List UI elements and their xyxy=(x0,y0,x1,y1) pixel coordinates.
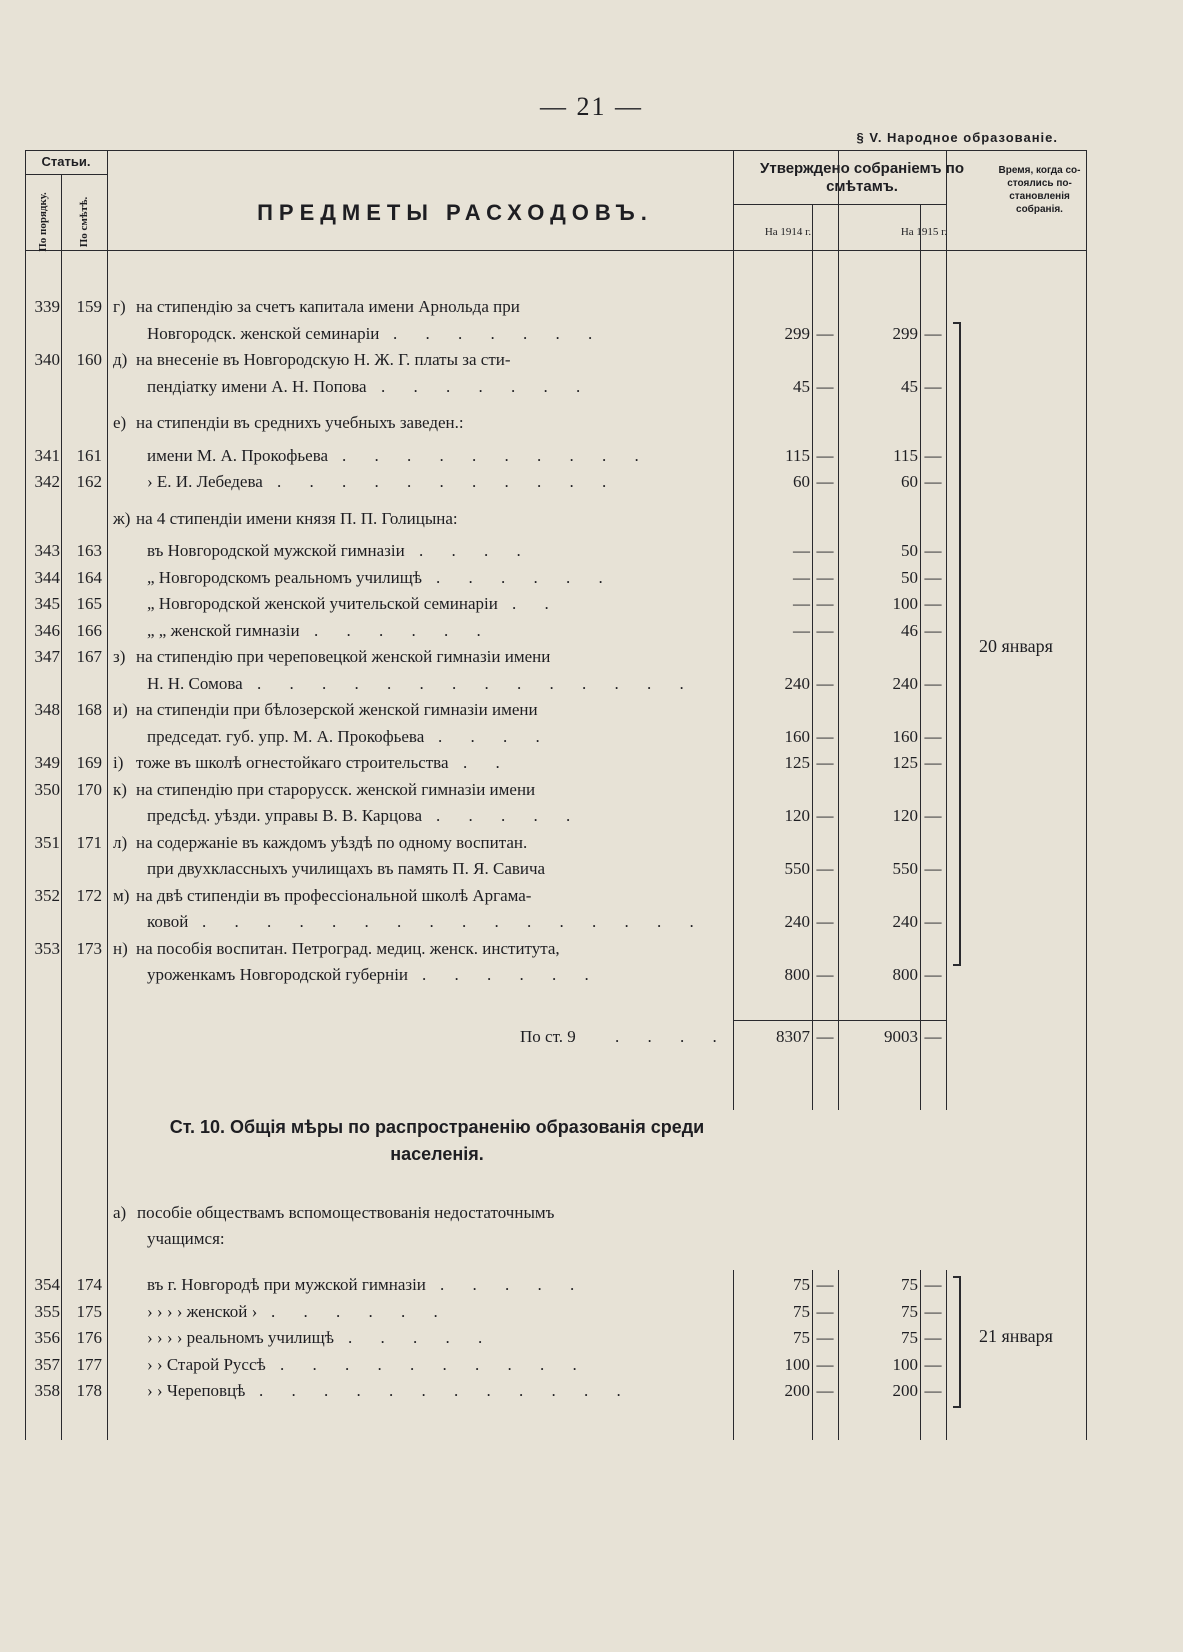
table-row xyxy=(25,565,1087,591)
row-dash-1915: — xyxy=(924,594,942,613)
brace-2 xyxy=(953,1276,961,1408)
row-number-estimate: 162 xyxy=(76,472,102,491)
row-value-1915: 50 xyxy=(901,567,918,587)
row-dash-1915: — xyxy=(924,673,942,693)
row-number-order: 344 xyxy=(34,567,60,587)
row-text: тоже въ школѣ огнестойкаго строительства xyxy=(136,753,449,772)
table-row xyxy=(25,962,1087,988)
row-letter: ж) xyxy=(113,508,131,528)
row-number-order: 358 xyxy=(34,1381,60,1400)
table-row xyxy=(25,321,1087,347)
row-dots: . . . . . . . . . . . . . . xyxy=(257,673,696,693)
table-row xyxy=(25,538,1087,564)
row-text: на 4 стипендіи имени князя П. П. Голицына: xyxy=(136,508,458,528)
row-number-estimate: 177 xyxy=(76,1354,102,1374)
row-dash-1914: — xyxy=(816,376,834,396)
row-dash-1914: — xyxy=(816,1275,834,1294)
row-number-order: 342 xyxy=(34,472,60,491)
row-text: Новгородск. женской семинаріи xyxy=(147,323,380,343)
table-row xyxy=(25,1325,1087,1351)
row-value-1915: 125 xyxy=(892,753,918,772)
row-dash-1914: — xyxy=(816,472,834,491)
row-text: ковой xyxy=(147,912,189,931)
header-bottom-rule xyxy=(25,250,1087,251)
row-value-1914: 45 xyxy=(793,376,810,396)
table-row xyxy=(25,1378,1087,1404)
header-year-1915: На 1915 г. xyxy=(900,226,948,238)
row-number-order: 339 xyxy=(34,297,60,316)
row-text: председат. губ. упр. М. А. Прокофьева xyxy=(147,726,425,746)
row-dots: . . . . xyxy=(419,541,533,560)
row-dash-1915: — xyxy=(924,1275,942,1294)
row-dash-1914: — xyxy=(816,673,834,693)
row-value-1914: 160 xyxy=(784,726,810,746)
row-text: на стипендію при череповецкой женской гимназіи имени xyxy=(136,647,551,666)
row-dash-1914: — xyxy=(816,594,834,613)
table-row xyxy=(25,883,1087,909)
row-dash-1915: — xyxy=(924,567,942,587)
total-dash-1914: — xyxy=(816,1027,834,1046)
row-letter: н) xyxy=(113,938,128,958)
row-number-order: 345 xyxy=(34,594,60,613)
row-number-estimate: 169 xyxy=(76,753,102,772)
row-value-1915: 100 xyxy=(892,594,918,613)
row-value-1915: 100 xyxy=(892,1354,918,1374)
row-number-estimate: 167 xyxy=(76,647,102,666)
table-row xyxy=(25,750,1087,776)
row-dash-1914: — xyxy=(816,726,834,746)
row-dots: . . . . . . xyxy=(314,620,493,640)
row-value-1915: 75 xyxy=(901,1328,918,1347)
row-text: „ Новгородскомъ реальномъ училищѣ xyxy=(147,567,423,587)
row-dash-1915: — xyxy=(924,472,942,491)
row-value-1915: 115 xyxy=(893,445,918,465)
row-dash-1914: — xyxy=(816,620,834,640)
row-dash-1914: — xyxy=(816,1354,834,1374)
row-number-order: 340 xyxy=(34,350,60,369)
row-dash-1915: — xyxy=(924,859,942,878)
row-number-order: 352 xyxy=(34,885,60,905)
row-number-order: 347 xyxy=(34,647,60,666)
header-approved: Утверждено собраніемъ по смѣтамъ. xyxy=(760,160,964,195)
row-dots: . . . . . . xyxy=(422,965,601,984)
row-number-order: 357 xyxy=(34,1354,60,1374)
row-text: Н. Н. Сомова xyxy=(147,673,243,693)
header-rule xyxy=(25,174,107,175)
row-value-1914: 800 xyxy=(784,965,810,984)
row-number-estimate: 178 xyxy=(76,1381,102,1400)
row-dash-1915: — xyxy=(924,1354,942,1374)
row-value-1914: 240 xyxy=(784,673,810,693)
section-header: § V. Народное образованіе. xyxy=(856,130,1058,145)
row-dots: . . . . . . xyxy=(436,567,615,587)
row-dots: . . . . xyxy=(438,726,552,746)
table-row xyxy=(25,909,1087,935)
row-value-1914: — xyxy=(793,594,810,613)
row-dash-1914: — xyxy=(816,912,834,931)
header-statji: Статьи. xyxy=(41,154,91,169)
brace-note-1: 20 января xyxy=(979,636,1053,656)
row-number-order: 349 xyxy=(34,753,60,772)
row-value-1914: 100 xyxy=(784,1354,810,1374)
row-number-estimate: 165 xyxy=(76,594,102,613)
row-dash-1914: — xyxy=(816,445,834,465)
row-value-1914: 75 xyxy=(793,1301,810,1321)
row-dots: . . . . . . . . . . . xyxy=(277,472,619,491)
row-text: „ „ женской гимназіи xyxy=(147,620,300,640)
row-dots: . . . . . xyxy=(348,1328,495,1347)
table-row xyxy=(25,936,1087,962)
row-dots: . . . . . . . . . . . . . . . . xyxy=(202,912,706,931)
row-dash-1915: — xyxy=(924,376,942,396)
row-dash-1915: — xyxy=(924,323,942,343)
row-number-estimate: 168 xyxy=(76,700,102,719)
row-value-1914: 120 xyxy=(784,806,810,825)
row-text: въ г. Новгородѣ при мужской гимназіи xyxy=(147,1275,426,1294)
row-text: на стипендіи въ среднихъ учебныхъ заведен.: xyxy=(136,413,464,432)
total-dash-1915: — xyxy=(924,1027,942,1046)
row-value-1915: 50 xyxy=(901,541,918,560)
row-dots: . . . . . xyxy=(440,1275,587,1294)
row-number-order: 341 xyxy=(34,445,60,465)
row-dots: . . . . . . . . . . xyxy=(280,1354,589,1374)
article-10-sub xyxy=(25,1200,1087,1226)
row-value-1914: 60 xyxy=(793,472,810,491)
row-number-estimate: 163 xyxy=(76,541,102,560)
row-number-order: 356 xyxy=(34,1328,60,1347)
table-row xyxy=(25,347,1087,373)
row-dash-1914: — xyxy=(816,1301,834,1321)
table-row xyxy=(25,830,1087,856)
row-number-estimate: 173 xyxy=(76,938,102,958)
row-number-order: 351 xyxy=(34,832,60,852)
article-10-sub-text-1: пособіе обществамъ вспомоществованія недостаточнымъ xyxy=(137,1203,555,1222)
row-dash-1915: — xyxy=(924,541,942,560)
row-number-order: 353 xyxy=(34,938,60,958)
row-text: на стипендіи при бѣлозерской женской гимназіи имени xyxy=(136,700,538,719)
row-letter: е) xyxy=(113,413,127,432)
row-text: въ Новгородской мужской гимназіи xyxy=(147,541,405,560)
header-main-title: ПРЕДМЕТЫ РАСХОДОВЪ. xyxy=(257,200,653,225)
row-value-1915: 75 xyxy=(901,1301,918,1321)
table-row xyxy=(25,1299,1087,1325)
row-value-1914: — xyxy=(793,567,810,587)
table-row xyxy=(25,671,1087,697)
table-row xyxy=(25,856,1087,882)
row-value-1915: 240 xyxy=(892,673,918,693)
table-row xyxy=(25,803,1087,829)
row-value-1914: 115 xyxy=(785,445,810,465)
row-dash-1915: — xyxy=(924,753,942,772)
row-text: › › Старой Руссѣ xyxy=(147,1354,266,1374)
row-text: › › Череповцѣ xyxy=(147,1381,246,1400)
row-text: пендіатку имени А. Н. Попова xyxy=(147,376,367,396)
row-value-1915: 75 xyxy=(901,1275,918,1294)
row-dash-1915: — xyxy=(924,1301,942,1321)
row-value-1914: 75 xyxy=(793,1275,810,1294)
row-number-order: 346 xyxy=(34,620,60,640)
row-text: на стипендію за счетъ капитала имени Арнольда при xyxy=(136,297,520,316)
table-row xyxy=(25,618,1087,644)
row-text: уроженкамъ Новгородской губерніи xyxy=(147,965,409,984)
row-letter: и) xyxy=(113,700,128,719)
row-number-estimate: 176 xyxy=(76,1328,102,1347)
row-text: на пособія воспитан. Петроград. медиц. женск. института, xyxy=(136,938,560,958)
row-dash-1915: — xyxy=(924,445,942,465)
row-text: на внесеніе въ Новгородскую Н. Ж. Г. платы за сти- xyxy=(136,350,511,369)
row-text: „ Новгородской женской учительской семинаріи xyxy=(147,594,498,613)
row-value-1914: 125 xyxy=(784,753,810,772)
article-10-title: Ст. 10. Общія мѣры по распространенію образованія среди населенія. xyxy=(169,1117,705,1164)
row-text: › › › › реальномъ училищѣ xyxy=(147,1328,334,1347)
row-value-1915: 299 xyxy=(892,323,918,343)
row-text: на содержаніе въ каждомъ уѣздѣ по одному воспитан. xyxy=(136,832,528,852)
row-dash-1915: — xyxy=(924,1381,942,1400)
row-dots: . . xyxy=(463,753,512,772)
row-dash-1914: — xyxy=(816,323,834,343)
row-dash-1915: — xyxy=(924,726,942,746)
table-row xyxy=(25,443,1087,469)
article-10-sub-letter: а) xyxy=(113,1203,127,1222)
row-number-order: 355 xyxy=(34,1301,60,1321)
row-dots: . . . . . . . . . . xyxy=(342,445,651,465)
table-border-top xyxy=(25,150,1087,151)
row-value-1914: 240 xyxy=(784,912,810,931)
article-10-sub-text-2: учащимся: xyxy=(147,1229,225,1248)
row-value-1915: 60 xyxy=(901,472,918,491)
row-number-estimate: 170 xyxy=(76,779,102,799)
total-1915: 9003 xyxy=(884,1027,918,1046)
header-po-poryadku: По порядку. xyxy=(37,192,49,252)
row-dash-1914: — xyxy=(816,1381,834,1400)
row-value-1914: 200 xyxy=(784,1381,810,1400)
table-row xyxy=(25,294,1087,320)
row-letter: л) xyxy=(113,832,128,852)
row-letter: м) xyxy=(113,885,130,905)
row-dots: . . . . . . . xyxy=(381,376,593,396)
table-row xyxy=(25,777,1087,803)
row-dash-1914: — xyxy=(816,859,834,878)
row-value-1915: 120 xyxy=(892,806,918,825)
row-value-1915: 45 xyxy=(901,376,918,396)
table-row xyxy=(25,506,1087,532)
total-1914: 8307 xyxy=(776,1027,810,1046)
table-row xyxy=(25,410,1087,436)
header-po-smete: По смѣтѣ. xyxy=(78,196,90,248)
row-number-estimate: 166 xyxy=(76,620,102,640)
expenditure-table xyxy=(25,150,1087,1500)
row-dash-1915: — xyxy=(924,965,942,984)
row-letter: д) xyxy=(113,350,128,369)
row-dash-1914: — xyxy=(816,1328,834,1347)
row-dash-1915: — xyxy=(924,1328,942,1347)
row-text: на стипендію при старорусск. женской гимназіи имени xyxy=(136,779,536,799)
row-number-order: 354 xyxy=(34,1275,60,1294)
row-dash-1915: — xyxy=(924,912,942,931)
row-value-1915: 240 xyxy=(892,912,918,931)
row-text: имени М. А. Прокофьева xyxy=(147,445,329,465)
brace-1 xyxy=(953,322,961,966)
row-value-1915: 160 xyxy=(892,726,918,746)
row-text: предсѣд. уѣзди. управы В. В. Карцова xyxy=(147,806,423,825)
row-value-1915: 46 xyxy=(901,620,918,640)
row-value-1915: 550 xyxy=(892,859,918,878)
row-letter: і) xyxy=(113,753,124,772)
row-dash-1914: — xyxy=(816,541,834,560)
row-number-estimate: 159 xyxy=(76,297,102,316)
row-dash-1914: — xyxy=(816,567,834,587)
table-row xyxy=(25,697,1087,723)
page-number: — 21 — xyxy=(540,92,643,121)
table-row xyxy=(25,1352,1087,1378)
row-number-order: 350 xyxy=(34,779,60,799)
row-dash-1915: — xyxy=(924,620,942,640)
total-label: По ст. 9 xyxy=(520,1027,576,1046)
row-number-estimate: 174 xyxy=(76,1275,102,1294)
row-value-1914: 550 xyxy=(784,859,810,878)
row-value-1914: 75 xyxy=(793,1328,810,1347)
row-number-estimate: 175 xyxy=(76,1301,102,1321)
row-dash-1914: — xyxy=(816,806,834,825)
row-dots: . . . . . . . . . . . . xyxy=(259,1381,633,1400)
row-number-estimate: 160 xyxy=(76,350,102,369)
row-text: › › › › женской › xyxy=(147,1301,258,1321)
row-text: на двѣ стипендіи въ профессіональной школѣ Аргама- xyxy=(136,885,532,905)
row-number-estimate: 171 xyxy=(76,832,102,852)
row-number-order: 343 xyxy=(34,541,60,560)
row-text: › Е. И. Лебедева xyxy=(147,472,263,491)
row-letter: г) xyxy=(113,297,126,316)
table-row xyxy=(25,724,1087,750)
total-rule xyxy=(733,1020,946,1021)
article-10-sub-cont xyxy=(25,1226,1087,1252)
table-row xyxy=(25,591,1087,617)
row-dash-1915: — xyxy=(924,806,942,825)
header-time-col: Время, когда состоялись постановленія собранія. xyxy=(998,165,1081,215)
row-value-1915: 200 xyxy=(892,1381,918,1400)
row-dots: . . . . . xyxy=(436,806,583,825)
total-row xyxy=(25,1024,1087,1050)
row-value-1915: 800 xyxy=(892,965,918,984)
row-number-estimate: 164 xyxy=(76,567,102,587)
header-year-1914: На 1914 г. xyxy=(764,226,812,238)
row-dots: . . . . . . . xyxy=(393,323,605,343)
row-letter: к) xyxy=(113,779,127,799)
row-value-1914: — xyxy=(793,541,810,560)
table-row xyxy=(25,374,1087,400)
table-row xyxy=(25,1272,1087,1298)
table-row xyxy=(25,469,1087,495)
row-value-1914: — xyxy=(793,620,810,640)
total-dots: . . . . xyxy=(615,1027,729,1046)
row-number-order: 348 xyxy=(34,700,60,719)
table-row xyxy=(25,644,1087,670)
row-dots: . . xyxy=(512,594,561,613)
row-value-1914: 299 xyxy=(784,323,810,343)
row-text: при двухклассныхъ училищахъ въ память П. Я. Савича xyxy=(147,859,546,878)
row-number-estimate: 161 xyxy=(76,445,102,465)
row-letter: з) xyxy=(113,647,126,666)
row-dash-1914: — xyxy=(816,753,834,772)
row-dots: . . . . . . xyxy=(271,1301,450,1321)
brace-note-2: 21 января xyxy=(979,1326,1053,1346)
row-dash-1914: — xyxy=(816,965,834,984)
row-number-estimate: 172 xyxy=(76,885,102,905)
